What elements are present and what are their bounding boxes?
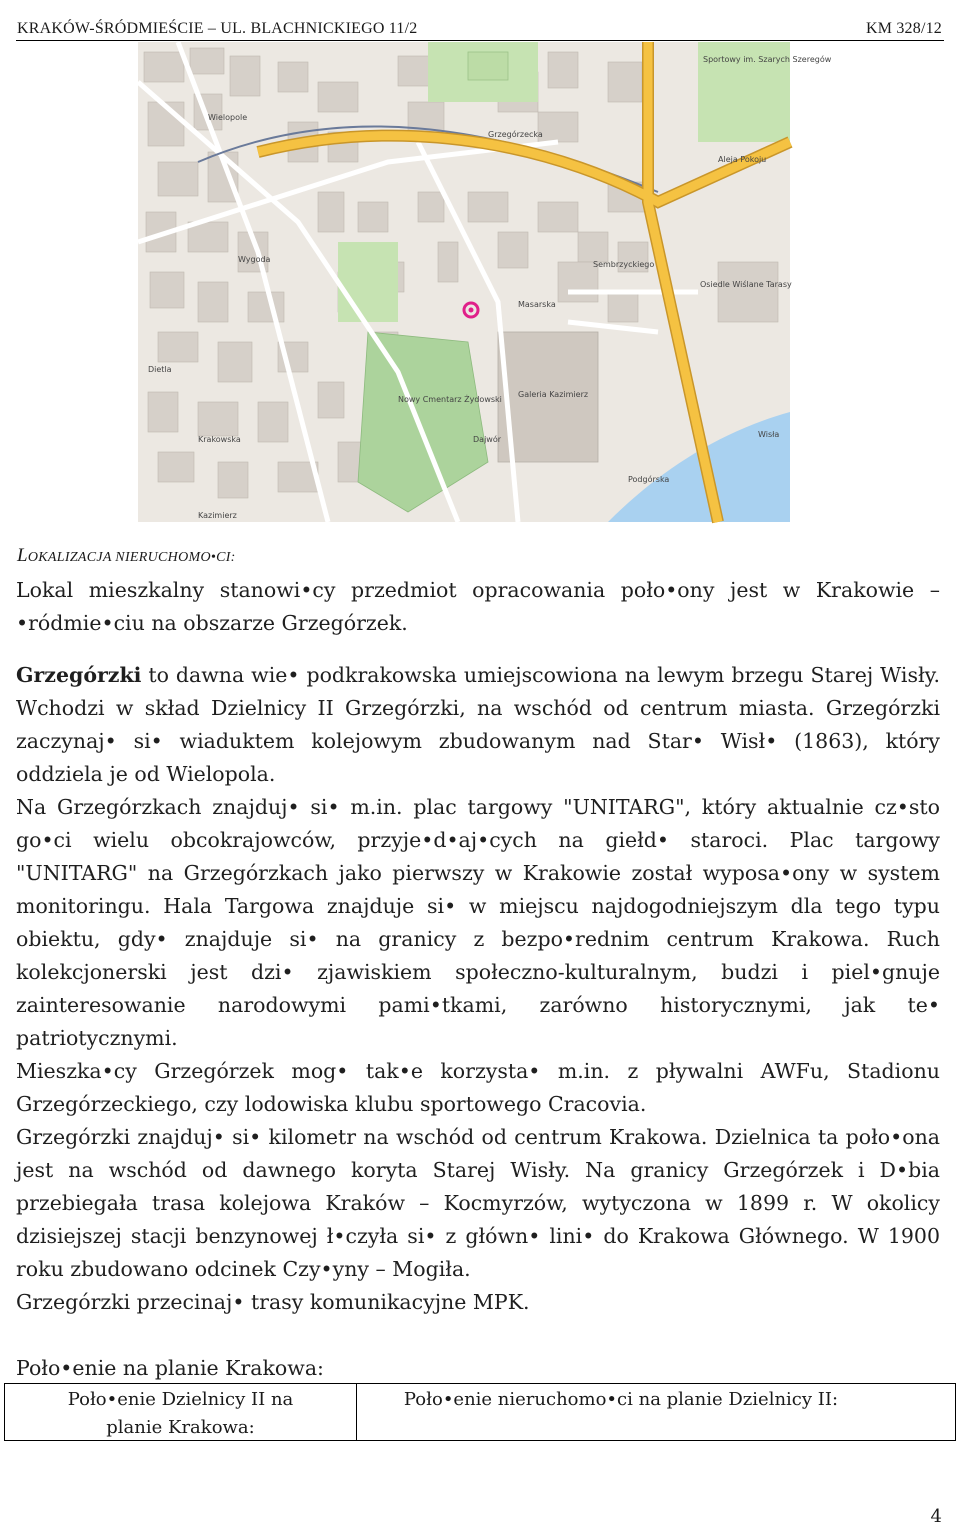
map-label-aleja-pokoju: Aleja Pokoju <box>718 155 767 164</box>
paragraph-history: Grzegórzki to dawna wie• podkrakowska umiejscowiona na lewym brzegu Starej Wisły. Wchodzi w skład Dzielnicy II Grzegórzki, na wschód od centrum miasta. Grzegórzki zaczynaj• si• wiaduktem kolejowym zbudowanym nad Star• Wisł• (1863), który oddziela je od Wielopola. <box>16 663 940 786</box>
plan-table-cell-property: Poło•enie nieruchomo•ci na planie Dzielnicy II: <box>403 1389 839 1410</box>
map-label-stadium: Sportowy im. Szarych Szeregów <box>703 55 832 64</box>
map-label-kazimierz: Kazimierz <box>198 511 237 520</box>
plan-heading: Poło•enie na planie Krakowa: <box>16 1356 324 1380</box>
paragraph-history-bold: Grzegórzki <box>16 663 142 687</box>
map-label-grzegorzecka: Grzegórzecka <box>488 130 543 139</box>
map-label-dajwor: Dajwór <box>473 435 502 444</box>
map-label-podgorska: Podgórska <box>628 475 670 484</box>
paragraph-market: Na Grzegórzkach znajduj• si• m.in. plac targowy "UNITARG", który aktualnie cz•sto go•ci wielu obcokrajowców, przyje•d•aj•cych na giełd• staroci. Plac targowy "UNITARG" na Grzegórzkach jako pierwszy w Krakowie został wyposa•ony w system monitoringu. Hala Targowa znajduje si• w miejscu najdogodniejszym dla tego typu obiektu, gdy• znajduje si• na granicy z bezpo•rednim centrum Krakowa. Ruch kolekcjonerski jest dzi• zjawiskiem społeczno-kulturalnym, budzi i piel•gnuje zainteresowanie narodowymi pami•tkami, zarówno historycznymi, jak te• patriotycznymi. <box>16 795 940 1050</box>
paragraph-location: Lokal mieszkalny stanowi•cy przedmiot opracowania poło•ony jest w Krakowie – •ródmie•ciu na obszarze Grzegórzek. <box>16 578 940 635</box>
section-title: LOKALIZACJA NIERUCHOMO•CI: <box>17 545 236 566</box>
plan-table <box>4 1383 956 1441</box>
header-rule <box>16 40 944 41</box>
paragraph-geography: Grzegórzki znajduj• si• kilometr na wschód od centrum Krakowa. Dzielnica ta poło•ona jest na wschód od dawnego koryta Starej Wisły. Na granicy Grzegórzek i D•bia przebiegała trasa kolejowa Kraków – Kocmyrzów, wytyczona w 1899 r. W okolicy dzisiejszej stacji benzynowej ł•czyła si• z główn• lini• do Krakowa Głównego. W 1900 roku zbudowano odcinek Czy•yny – Mogiła. <box>16 1125 940 1281</box>
map-label-wielopole: Wielopole <box>208 113 248 122</box>
location-map <box>138 42 832 522</box>
map-label-masarska: Masarska <box>518 300 556 309</box>
header-address: KRAKÓW-ŚRÓDMIEŚCIE – UL. BLACHNICKIEGO 11/2 <box>17 20 418 37</box>
map-label-dietla: Dietla <box>148 365 172 374</box>
map-label-sembrzyckiego: Sembrzyckiego <box>593 260 655 269</box>
plan-table-cell-district: Poło•enie Dzielnicy II na planie Krakowa: <box>5 1384 357 1440</box>
map-label-cemetery: Nowy Cmentarz Żydowski <box>398 395 502 404</box>
map-label-wygoda: Wygoda <box>238 255 271 264</box>
map-label-river: Wisła <box>758 430 780 439</box>
map-label-gallery: Galeria Kazimierz <box>518 390 589 399</box>
paragraph-residents: Mieszka•cy Grzegórzek mog• tak•e korzysta• m.in. z pływalni AWFu, Stadionu Grzegórzeckiego, czy lodowiska klubu sportowego Cracovia. <box>16 1059 940 1116</box>
header-case-number: KM 328/12 <box>865 20 942 37</box>
map-label-krakowska: Krakowska <box>198 435 241 444</box>
paragraph-transport: Grzegórzki przecinaj• trasy komunikacyjne MPK. <box>16 1290 530 1314</box>
page-number: 4 <box>930 1506 942 1527</box>
map-label-estate: Osiedle Wiślane Tarasy <box>700 280 792 289</box>
